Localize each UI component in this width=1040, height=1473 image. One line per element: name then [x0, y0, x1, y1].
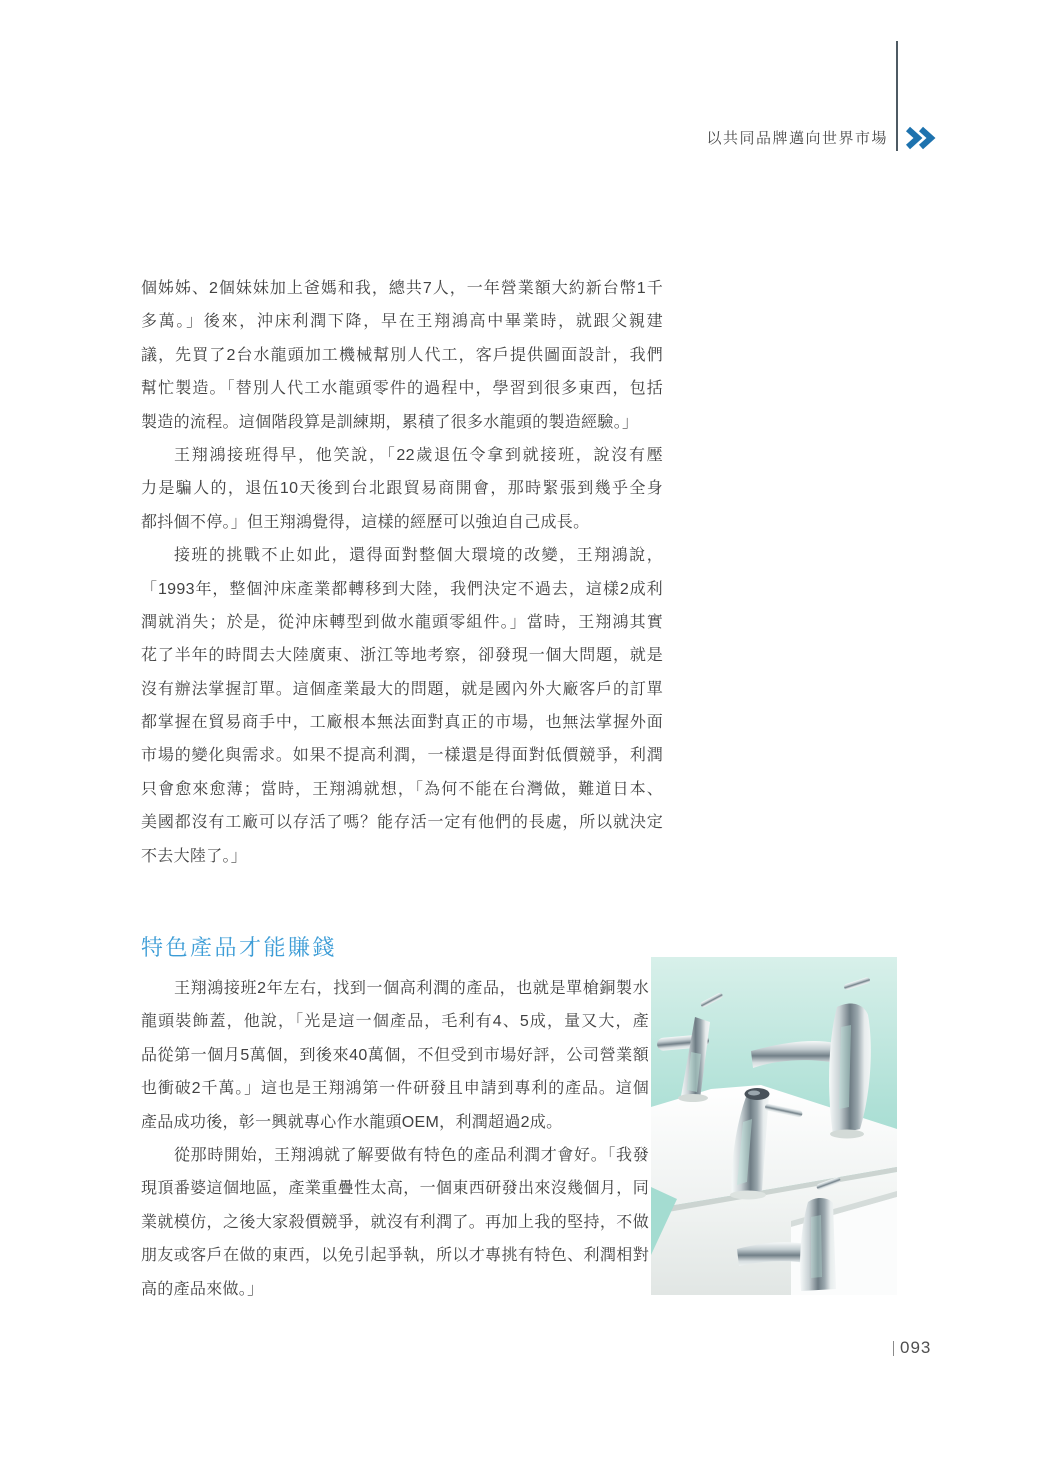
page-number: [893, 1338, 931, 1358]
text-line: 接班的挑戰不止如此，還得面對整個大環境的改變，王翔鴻說，: [174, 547, 663, 565]
text-line: 產品成功後，彰一興就專心作水龍頭OEM，利潤超過2成。: [141, 1113, 563, 1131]
text-line: 「1993年，整個沖床產業都轉移到大陸，我們決定不過去，這樣2成利: [141, 580, 663, 598]
text-line: 都掌握在貿易商手中，工廠根本無法面對真正的市場，也無法掌握外面: [141, 714, 663, 732]
page-number-value: 093: [900, 1338, 932, 1357]
text-line: 力是騙人的，退伍10天後到台北跟貿易商開會，那時緊張到幾乎全身: [141, 480, 663, 498]
text-line: 花了半年的時間去大陸廣東、浙江等地考察，卻發現一個大問題，就是: [141, 647, 663, 665]
text-line: 龍頭裝飾蓋，他說，「光是這一個產品，毛利有4、5成，量又大，產: [141, 1013, 649, 1031]
text-line: 現頂番婆這個地區，產業重疊性太高，一個東西研發出來沒幾個月，同: [141, 1180, 649, 1198]
text-column-upper: [141, 272, 663, 873]
text-line: 王翔鴻接班2年左右，找到一個高利潤的產品，也就是單槍銅製水: [174, 980, 649, 997]
text-line: 美國都沒有工廠可以存活了嗎？能存活一定有他們的長處，所以就決定: [141, 814, 663, 832]
text-line: 也衝破2千萬。」這也是王翔鴻第一件研發且申請到專利的產品。這個: [141, 1080, 649, 1098]
text-column-lower: [141, 972, 649, 1306]
running-header-title: 以共同品牌邁向世界市場: [706, 130, 888, 147]
text-line: 幫忙製造。「替別人代工水龍頭零件的過程中，學習到很多東西，包括: [141, 380, 663, 398]
text-line: 製造的流程。這個階段算是訓練期，累積了很多水龍頭的製造經驗。」: [141, 413, 639, 431]
text-line: 高的產品來做。」: [141, 1280, 264, 1298]
text-line: 業就模仿，之後大家殺價競爭，就沒有利潤了。再加上我的堅持，不做: [141, 1213, 649, 1231]
text-line: 市場的變化與需求。如果不提高利潤，一樣還是得面對低價競爭，利潤: [141, 747, 663, 765]
text-line: 不去大陸了。」: [141, 847, 248, 865]
page-number-rule: [893, 1341, 894, 1356]
faucets-photo: [651, 957, 897, 1295]
text-line: 品從第一個月5萬個，到後來40萬個，不但受到市場好評，公司營業額: [141, 1046, 649, 1064]
text-line: 王翔鴻接班得早，他笑說，「22歲退伍令拿到就接班，說沒有壓: [174, 446, 663, 464]
text-line: 議，先買了2台水龍頭加工機械幫別人代工，客戶提供圖面設計，我們: [141, 346, 663, 364]
paragraph: [141, 272, 663, 439]
double-chevron-right-icon: [905, 126, 939, 150]
text-line: 多萬。」後來，沖床利潤下降，早在王翔鴻高中畢業時，就跟父親建: [141, 313, 663, 331]
text-line: 沒有辦法掌握訂單。這個產業最大的問題，就是國內外大廠客戶的訂單: [141, 680, 663, 698]
text-line: 都抖個不停。」但王翔鴻覺得，這樣的經歷可以強迫自己成長。: [141, 513, 590, 531]
text-line: 潤就消失；於是，從沖床轉型到做水龍頭零組件。」當時，王翔鴻其實: [141, 613, 663, 631]
text-line: 個姊姊、2個妹妹加上爸媽和我，總共7人，一年營業額大約新台幣1千: [141, 280, 663, 297]
paragraph: [141, 439, 663, 539]
paragraph: [141, 1139, 649, 1306]
text-line: 從那時開始，王翔鴻就了解要做有特色的產品利潤才會好。「我發: [174, 1146, 649, 1164]
section-heading: 特色產品才能賺錢: [141, 935, 338, 960]
header-vertical-rule: [896, 41, 898, 151]
paragraph: [141, 539, 663, 873]
text-line: 朋友或客戶在做的東西，以免引起爭執，所以才專挑有特色、利潤相對: [141, 1247, 649, 1265]
paragraph: [141, 972, 649, 1139]
text-line: 只會愈來愈薄；當時，王翔鴻就想，「為何不能在台灣做，難道日本、: [141, 780, 663, 798]
